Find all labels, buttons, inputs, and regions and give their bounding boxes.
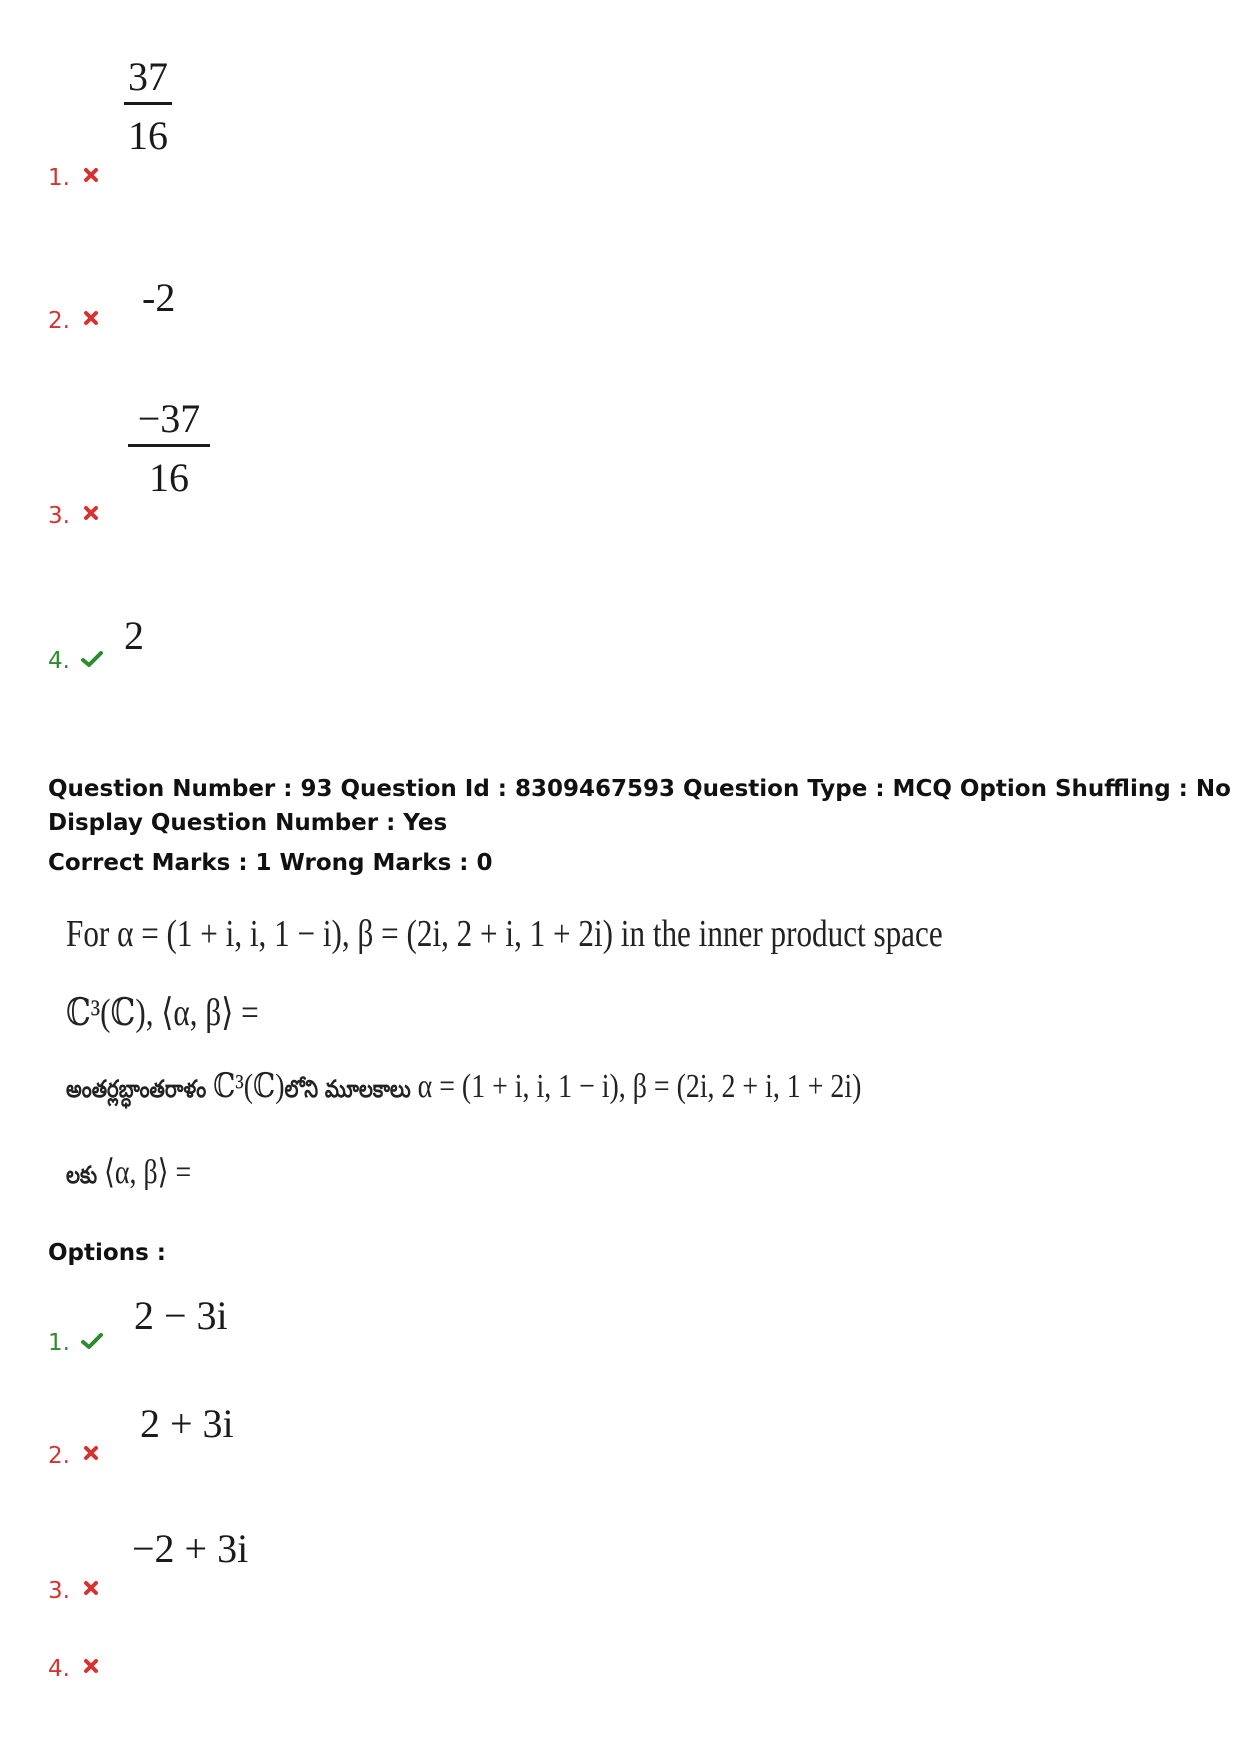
option-3-number: 3. [48, 1578, 70, 1604]
question-text-te-prefix: అంతర్లబ్ధాంతరాళం [66, 1075, 207, 1103]
question-text-te-line2-prefix: లకు [66, 1161, 98, 1189]
option-2-value: 2 + 3i [140, 1401, 234, 1446]
option-2[interactable] [48, 1443, 99, 1469]
option-4[interactable] [48, 1656, 99, 1682]
cross-icon [83, 505, 99, 521]
option-2-number: 2. [48, 1443, 70, 1469]
check-icon [81, 1332, 103, 1350]
question-text-en-line1: For α = (1 + i, i, 1 − i), β = (2i, 2 + i, 1 + 2i) in the inner product space [66, 913, 943, 955]
prev-option-1[interactable] [48, 165, 99, 191]
prev-option-1-number: 1. [48, 165, 70, 191]
check-icon [81, 650, 103, 668]
question-text-te-mid: లోని మూలకాలు [284, 1075, 411, 1103]
option-1[interactable] [48, 1330, 103, 1356]
fraction-bar [124, 102, 172, 105]
question-text-te-math2: α = (1 + i, i, 1 − i), β = (2i, 2 + i, 1 + 2i) [417, 1068, 862, 1105]
question-marks: Correct Marks : 1 Wrong Marks : 0 [48, 850, 493, 876]
prev-option-3-fraction [128, 398, 210, 499]
question-meta-line1: Question Number : 93 Question Id : 8309467593 Question Type : MCQ Option Shuffling : No [48, 776, 1231, 802]
question-text-te-line2-math: ⟨α, β⟩ = [104, 1154, 192, 1191]
prev-option-2-value: -2 [142, 275, 176, 320]
cross-icon [83, 1580, 99, 1596]
prev-option-4-number: 4. [48, 648, 70, 674]
prev-option-1-numerator: 37 [128, 54, 168, 99]
option-4-number: 4. [48, 1656, 70, 1682]
prev-option-2-number: 2. [48, 308, 70, 334]
question-text-te-line2 [66, 1152, 191, 1195]
prev-option-3-number: 3. [48, 503, 70, 529]
cross-icon [83, 1658, 99, 1674]
prev-option-3-denominator: 16 [149, 455, 189, 500]
prev-option-3[interactable] [48, 503, 99, 529]
cross-icon [83, 310, 99, 326]
prev-option-4[interactable] [48, 648, 103, 674]
option-3[interactable] [48, 1578, 99, 1604]
prev-option-2[interactable] [48, 308, 99, 334]
cross-icon [83, 1445, 99, 1461]
options-label: Options : [48, 1240, 166, 1266]
option-1-value: 2 − 3i [134, 1293, 228, 1338]
prev-option-1-denominator: 16 [128, 113, 168, 158]
fraction-bar [128, 444, 210, 447]
question-meta-line2: Display Question Number : Yes [48, 810, 448, 836]
question-text-te-math1: ℂ³(ℂ) [213, 1068, 285, 1105]
prev-option-1-fraction [122, 56, 174, 157]
cross-icon [83, 167, 99, 183]
question-text-en-line2: ℂ³(ℂ), ⟨α, β⟩ = [66, 992, 259, 1034]
question-text-te-line1 [66, 1066, 861, 1109]
option-1-number: 1. [48, 1330, 70, 1356]
prev-option-3-numerator: −37 [137, 396, 201, 441]
option-3-value: −2 + 3i [132, 1526, 249, 1571]
prev-option-4-value: 2 [124, 613, 144, 658]
